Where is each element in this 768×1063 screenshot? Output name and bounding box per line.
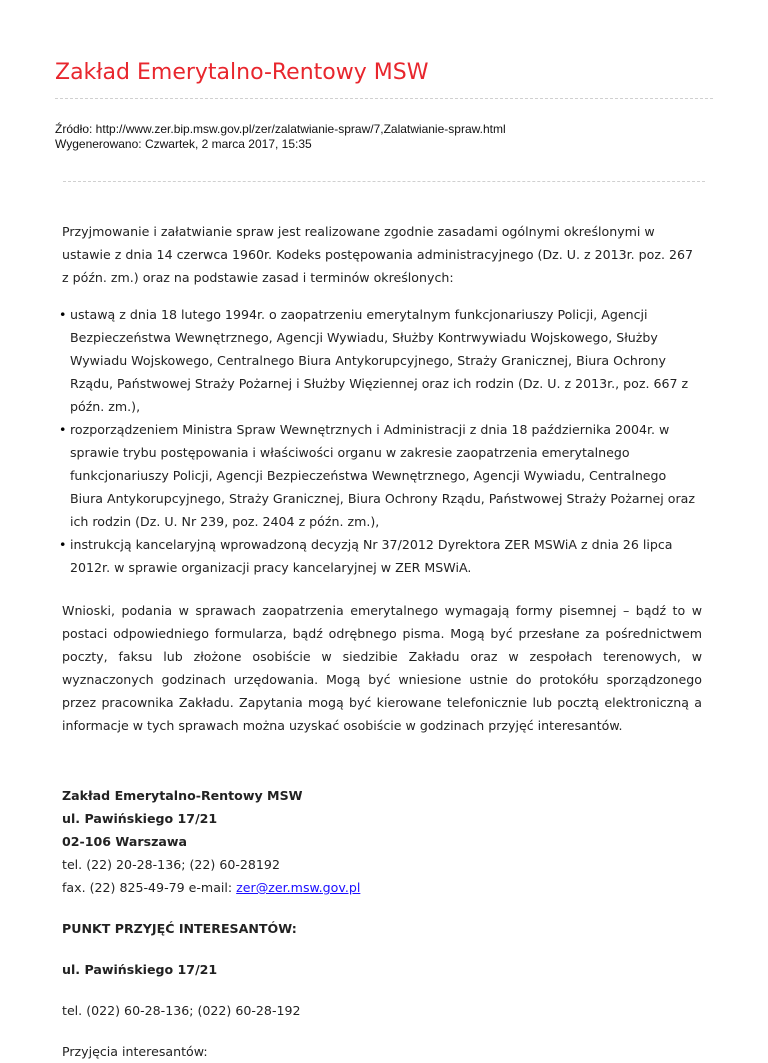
contact-phone: tel. (22) 20-28-136; (22) 60-28192 [62,857,280,872]
meta-divider [63,181,705,182]
contact-fax: fax. (22) 825-49-79 e-mail: [62,880,237,895]
legal-basis-list [54,303,702,579]
office-street: ul. Pawińskiego 17/21 [62,962,218,977]
page-title: Zakład Emerytalno-Rentowy MSW [55,60,429,85]
office-phone: tel. (022) 60-28-136; (022) 60-28-192 [62,1003,301,1018]
intro-paragraph: Przyjmowanie i załatwianie spraw jest realizowane zgodnie zasadami ogólnymi określonymi w ustawie z dnia 14 czerwca 1960r. Kodeks postępowania administracyjnego (Dz. U. z 2013r. poz. 267 z późn. zm.) oraz na podstawie zasad i terminów określonych: [62,224,694,285]
list-item: • instrukcją kancelaryjną wprowadzoną decyzją Nr 37/2012 Dyrektora ZER MSWiA z dnia 26 lipca 2012r. w sprawie organizacji pracy kancelaryjnej w ZER MSWiA. [70,533,702,579]
generated-line: Wygenerowano: Czwartek, 2 marca 2017, 15:35 [55,137,312,151]
header-divider [55,98,713,99]
office-heading: PUNKT PRZYJĘĆ INTERESANTÓW: [62,921,297,936]
contact-block [62,784,702,899]
list-item: • ustawą z dnia 18 lutego 1994r. o zaopatrzeniu emerytalnym funkcjonariuszy Policji, Agencji Bezpieczeństwa Wewnętrznego, Agencji Wywiadu, Służby Kontrwywiadu Wojskowego, Służby Wywiadu Wojskowego, Centralnego Biura Antykorupcyjnego, Straży Granicznej, Biura Ochrony Rządu, Państwowej Straży Pożarnej i Służby Więziennej oraz ich rodzin (Dz. U. z 2013r., poz. 667 z późn. zm.), [70,303,702,418]
email-link[interactable]: zer@zer.msw.gov.pl [236,880,361,895]
article-body [62,220,702,1063]
document-meta [55,122,506,152]
list-item: • rozporządzeniem Ministra Spraw Wewnętrznych i Administracji z dnia 18 października 2004r. w sprawie trybu postępowania i właściwości organu w zakresie zaopatrzenia emerytalnego funkcjonariuszy Policji, Agencji Bezpieczeństwa Wewnętrznego, Agencji Wywiadu, Centralnego Biura Antykorupcyjnego, Straży Granicznej, Biura Ochrony Rządu, Państwowej Straży Pożarnej oraz ich rodzin (Dz. U. Nr 239, poz. 2404 z późn. zm.), [70,418,702,533]
procedure-paragraph: Wnioski, podania w sprawach zaopatrzenia emerytalnego wymagają formy pisemnej – bądź to w postaci odpowiedniego formularza, bądź odrębnego pisma. Mogą być przesłane za pośrednictwem poczty, faksu lub złożone osobiście w siedzibie Zakładu oraz w zespołach terenowych, w wyznaczonych godzinach urzędowania. Mogą być wniesione ustnie do protokółu sporządzonego przez pracownika Zakładu. Zapytania mogą być kierowane telefonicznie lub pocztą elektroniczną a informacje w tych sprawach można uzyskać osobiście w godzinach przyjęć interesantów. [62,603,702,733]
contact-city: 02-106 Warszawa [62,834,188,849]
contact-org-name: Zakład Emerytalno-Rentowy MSW [62,788,303,803]
contact-street: ul. Pawińskiego 17/21 [62,811,218,826]
source-line: Źródło: http://www.zer.bip.msw.gov.pl/zer/zalatwianie-spraw/7,Zalatwianie-spraw.html [55,122,506,136]
office-hours-label: Przyjęcia interesantów: [62,1044,208,1059]
contact-fax-email [62,876,702,899]
